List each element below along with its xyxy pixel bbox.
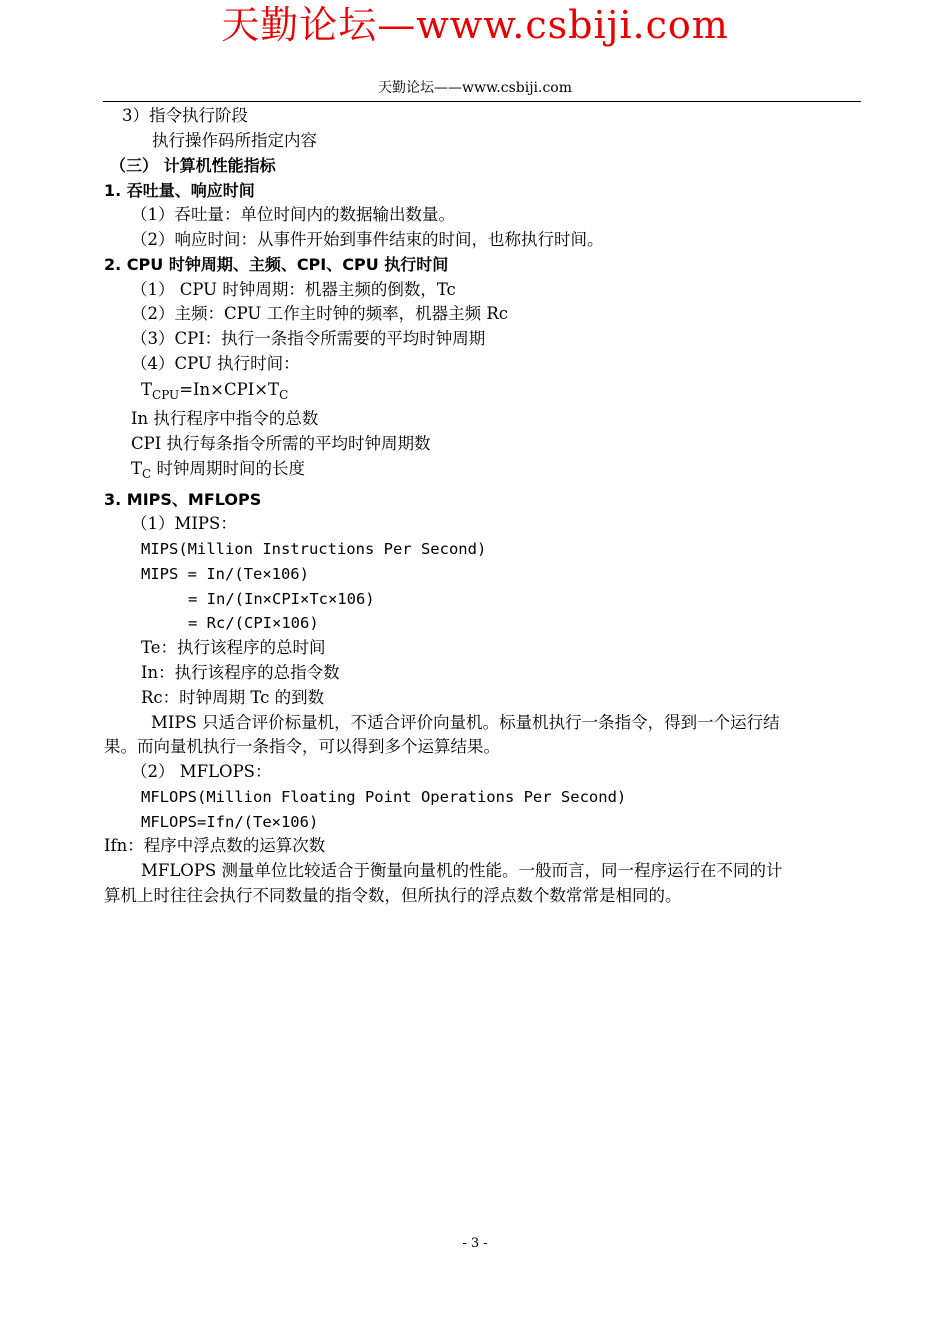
text-line: （4）CPU 执行时间： bbox=[131, 354, 300, 373]
text-line: （1）吞吐量：单位时间内的数据输出数量。 bbox=[131, 205, 455, 224]
formula-line: = Rc/(CPI×106) bbox=[188, 614, 319, 632]
text-line: MIPS(Million Instructions Per Second) bbox=[141, 540, 487, 558]
paragraph-line: 算机上时往往会执行不同数量的指令数，但所执行的浮点数个数常常是相同的。 bbox=[104, 886, 682, 905]
text-line: （3）CPI：执行一条指令所需要的平均时钟周期 bbox=[131, 329, 486, 348]
text-line: 3）指令执行阶段 bbox=[122, 106, 248, 125]
formula-line: = In/(In×CPI×Tc×106) bbox=[188, 590, 375, 608]
section-heading: （三） 计算机性能指标 bbox=[110, 156, 276, 175]
text-line: CPI 执行每条指令所需的平均时钟周期数 bbox=[131, 434, 431, 453]
text-line-tc bbox=[131, 457, 305, 481]
text-line: Te：执行该程序的总时间 bbox=[141, 638, 326, 657]
page-number: - 3 - bbox=[462, 1236, 488, 1251]
formula-line: MIPS = In/(Te×106) bbox=[141, 565, 309, 583]
formula-subscript: C bbox=[142, 467, 152, 481]
formula-line: MFLOPS=Ifn/(Te×106) bbox=[141, 813, 319, 831]
formula-part: =In×CPI×T bbox=[179, 380, 280, 399]
formula-part: T bbox=[141, 380, 153, 399]
text-line: （2）响应时间：从事件开始到事件结束的时间，也称执行时间。 bbox=[131, 230, 604, 249]
text-line: （1） CPU 时钟周期：机器主频的倒数，Tc bbox=[131, 280, 456, 299]
formula-part: T bbox=[131, 459, 143, 478]
formula-part: 时钟周期时间的长度 bbox=[151, 459, 305, 478]
text-line: 执行操作码所指定内容 bbox=[152, 131, 317, 150]
paragraph-line: 果。而向量机执行一条指令，可以得到多个运算结果。 bbox=[104, 737, 500, 756]
subsection-heading: 3. MIPS、MFLOPS bbox=[104, 490, 262, 509]
formula-subscript: CPU bbox=[152, 388, 180, 402]
text-line: In 执行程序中指令的总数 bbox=[131, 409, 319, 428]
paragraph-line: MIPS 只适合评价标量机，不适合评价向量机。标量机执行一条指令，得到一个运行结 bbox=[151, 713, 780, 732]
formula-tcpu bbox=[141, 378, 288, 402]
watermark: 天勤论坛—www.csbiji.com bbox=[221, 3, 729, 47]
text-line: （2） MFLOPS： bbox=[131, 762, 272, 781]
page-header: 天勤论坛——www.csbiji.com bbox=[377, 80, 573, 96]
subsection-heading: 2. CPU 时钟周期、主频、CPI、CPU 执行时间 bbox=[104, 255, 449, 274]
text-line: Rc：时钟周期 Tc 的到数 bbox=[141, 688, 325, 707]
header-divider bbox=[103, 101, 861, 102]
paragraph-line: MFLOPS 测量单位比较适合于衡量向量机的性能。一般而言，同一程序运行在不同的计 bbox=[141, 861, 783, 880]
formula-subscript: C bbox=[279, 388, 289, 402]
text-line: （2）主频：CPU 工作主时钟的频率，机器主频 Rc bbox=[131, 304, 508, 323]
text-line: Ifn：程序中浮点数的运算次数 bbox=[104, 836, 326, 855]
text-line: In：执行该程序的总指令数 bbox=[141, 663, 340, 682]
text-line: MFLOPS(Million Floating Point Operations Per Second) bbox=[141, 788, 627, 806]
text-line: （1）MIPS： bbox=[131, 514, 237, 533]
subsection-heading: 1. 吞吐量、响应时间 bbox=[104, 181, 255, 200]
